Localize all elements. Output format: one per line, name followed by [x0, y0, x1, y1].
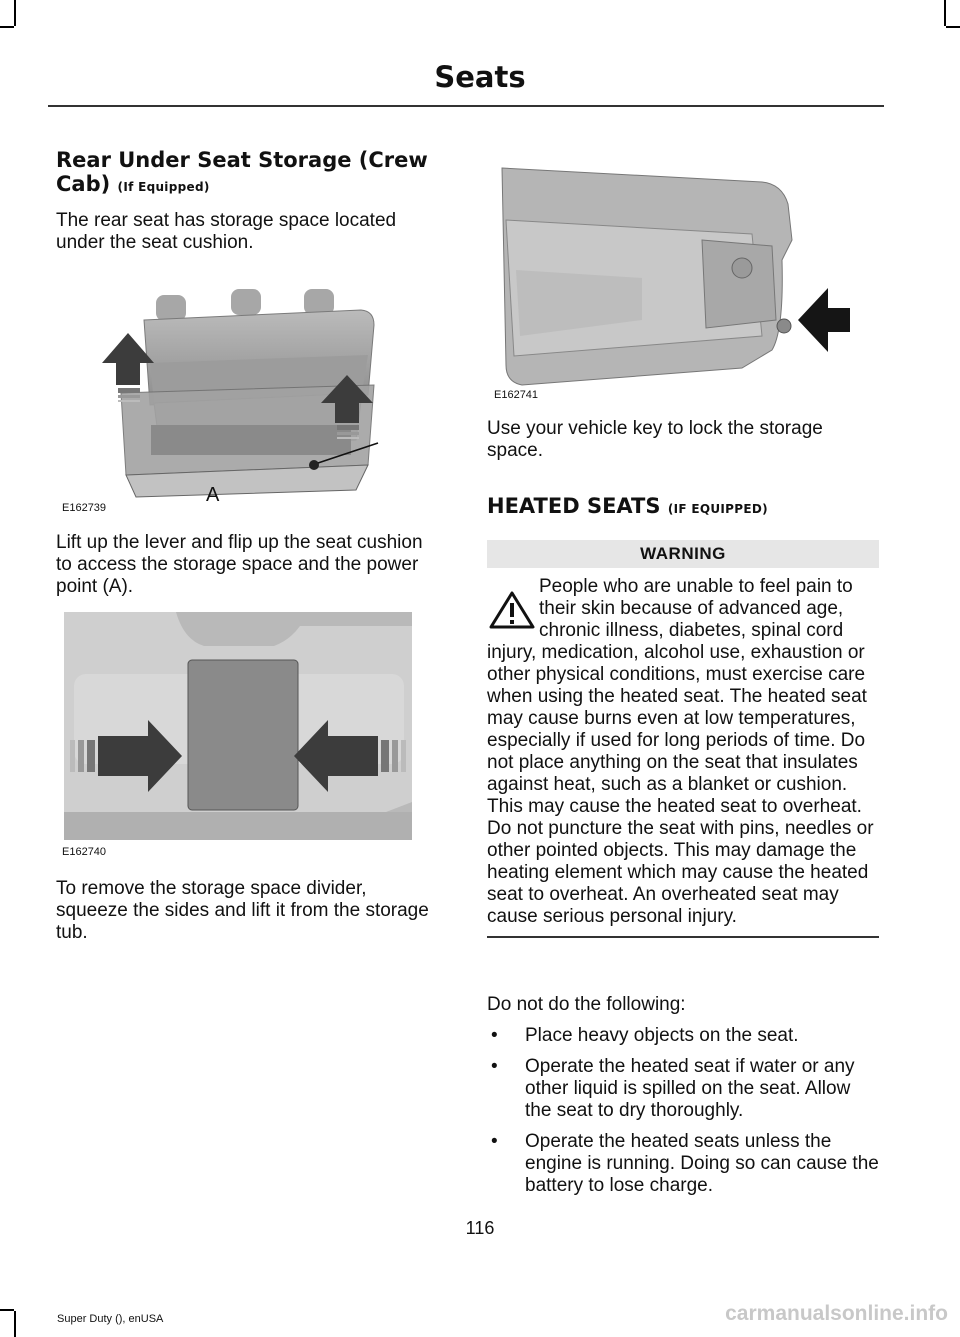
- section-title: Rear Under Seat Storage (Crew Cab) (If Equipped): [56, 148, 428, 196]
- list-item: • Operate the heated seat if water or any other liquid is spilled on the seat. Allow the seat to dry thoroughly.: [491, 1056, 855, 1121]
- page-number: 116: [465, 1218, 495, 1238]
- lift-lever-paragraph: Lift up the lever and flip up the seat cushion to access the storage space and the power point (A).: [56, 532, 423, 597]
- callout-label-a: A: [206, 484, 220, 506]
- caution-list: [487, 1025, 879, 1197]
- left-section-heading: [56, 148, 436, 199]
- figure-code: E162740: [62, 846, 107, 858]
- warning-heading: WARNING: [487, 540, 879, 568]
- crop-mark: [14, 1311, 16, 1337]
- warning-divider: [487, 936, 879, 938]
- document-id: Super Duty (), enUSA: [57, 1313, 164, 1325]
- crop-mark: [14, 0, 16, 26]
- storage-tub-illustration: [492, 160, 862, 400]
- storage-divider-illustration: [64, 612, 412, 840]
- intro-paragraph: The rear seat has storage space located under the seat cushion.: [56, 210, 397, 253]
- list-item: • Operate the heated seats unless the engine is running. Doing so can cause the battery to lose charge.: [491, 1131, 879, 1196]
- figure-code: E162739: [62, 502, 107, 514]
- list-item: • Place heavy objects on the seat.: [491, 1025, 799, 1046]
- rear-seat-illustration: [56, 275, 428, 515]
- header-divider: [48, 105, 884, 107]
- warning-box: [487, 540, 879, 938]
- crop-mark: [0, 1309, 14, 1311]
- figure-code: E162741: [494, 389, 539, 401]
- lock-storage-paragraph: Use your vehicle key to lock the storage space.: [487, 418, 823, 461]
- remove-divider-paragraph: To remove the storage space divider, squeeze the sides and lift it from the storage tub.: [56, 878, 429, 943]
- page-header-title: Seats: [434, 60, 526, 94]
- crop-mark: [946, 26, 960, 28]
- watermark: carmanualsonline.info: [725, 1302, 948, 1325]
- section-title: HEATED SEATS (IF EQUIPPED): [487, 494, 768, 518]
- warning-text: People who are unable to feel pain to their skin because of advanced age, chronic illness, diabetes, spinal cord injury, medication, alcohol use, exhaustion or other physical conditions, must exercise care when using the heated seat. The heated seat may cause burns even at low temperatures, especially if used for long periods of time. Do not place anything on the seat that insulates against heat, such as a blanket or cushion. This may cause the heated seat to overheat. Do not puncture the seat with pins, needles or other pointed objects. This may damage the heating element which may cause the heated seat to overheat. An overheated seat may cause serious personal injury.: [487, 576, 874, 927]
- crop-mark: [944, 0, 946, 26]
- warning-triangle-icon: [489, 590, 535, 630]
- list-intro: Do not do the following:: [487, 994, 686, 1015]
- crop-mark: [0, 26, 14, 28]
